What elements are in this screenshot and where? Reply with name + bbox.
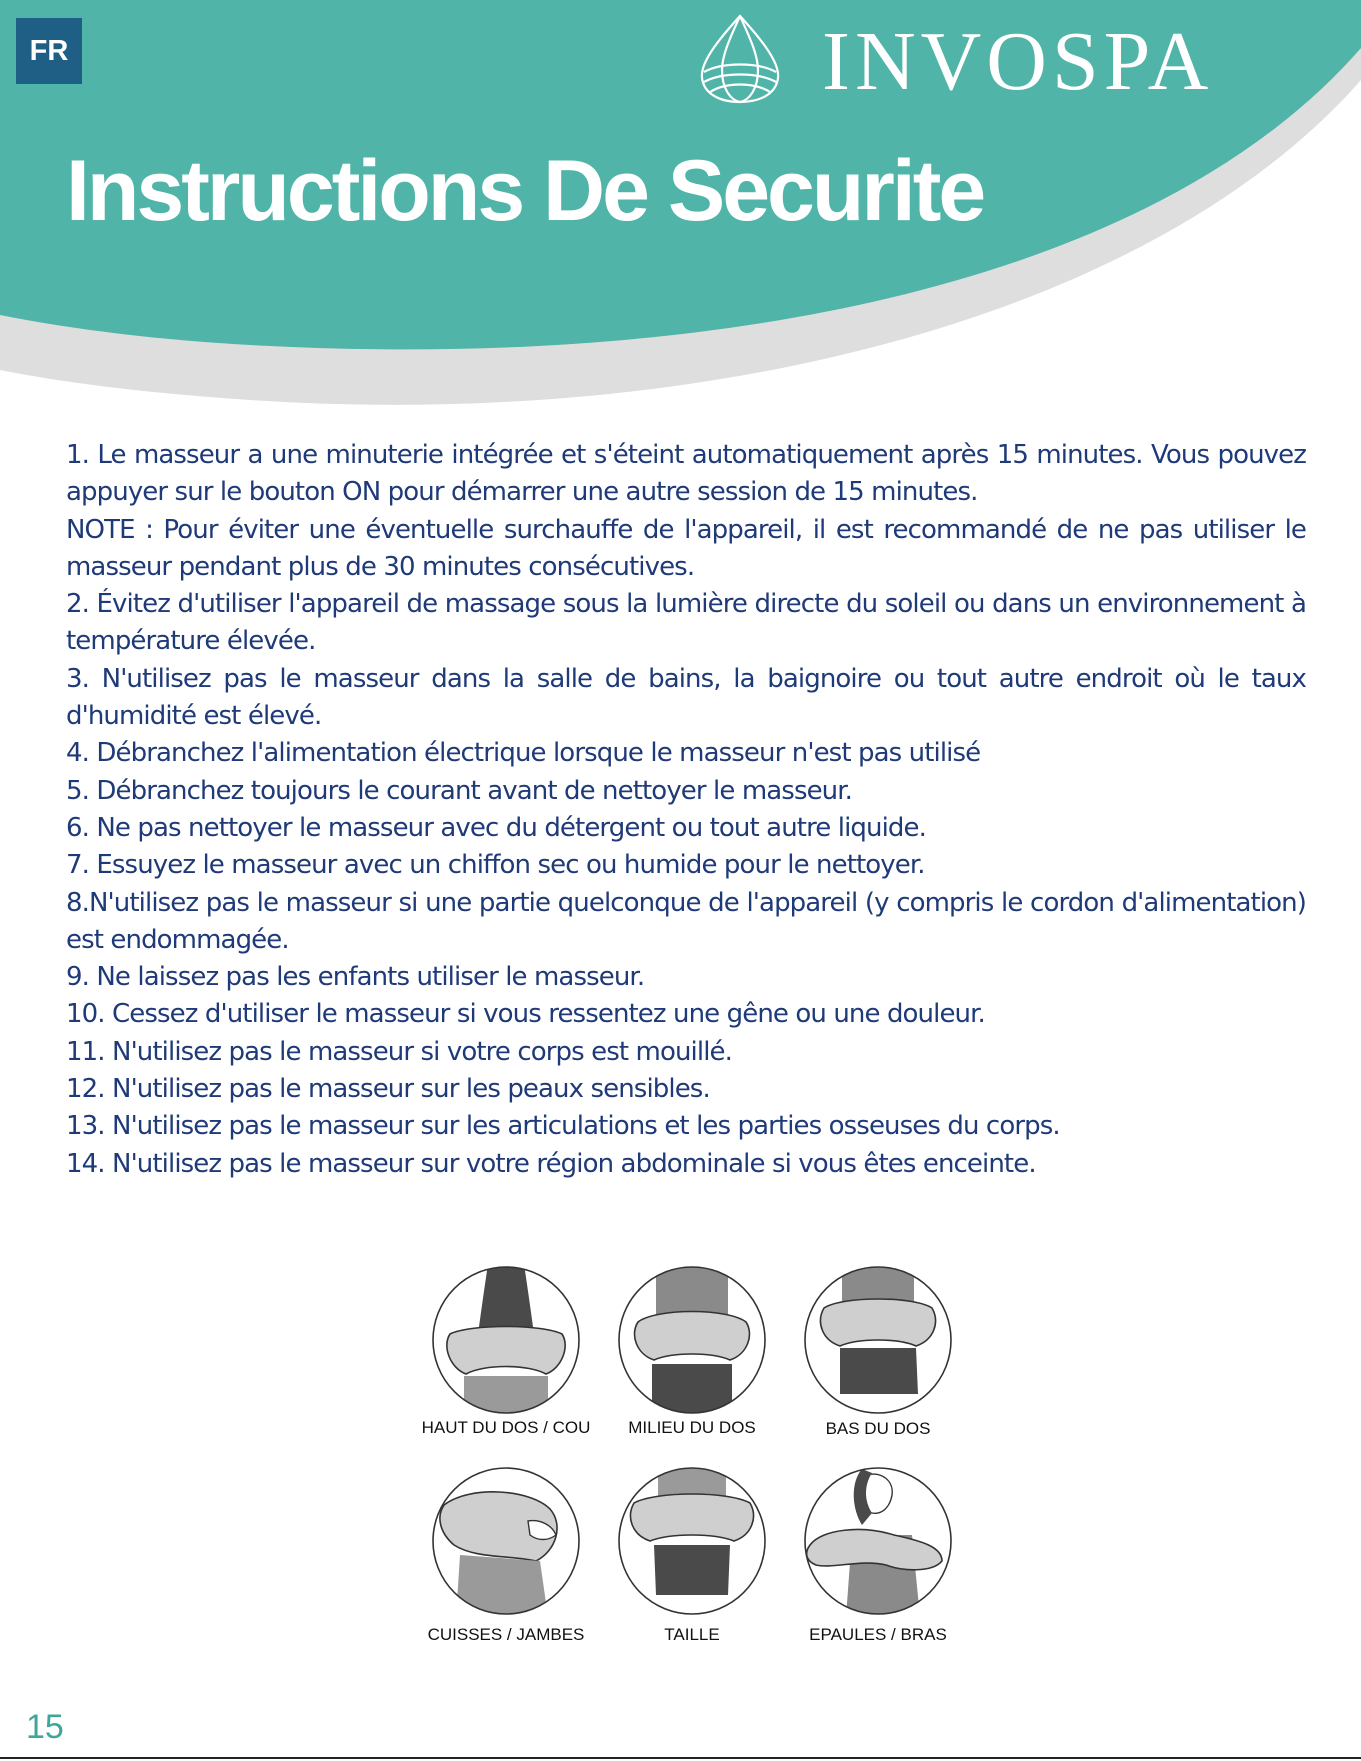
- instruction-item: 8.N'utilisez pas le masseur si une partie quelconque de l'appareil (y compris le cordon d'alimentation) est endommagée.: [66, 887, 1306, 955]
- safety-instructions: [66, 437, 1306, 1183]
- bottom-divider: [0, 1757, 1361, 1759]
- invospa-logo-icon: [692, 10, 788, 106]
- illustration-label: MILIEU DU DOS: [628, 1418, 756, 1437]
- illustration-label: EPAULES / BRAS: [809, 1625, 947, 1644]
- waist-illustration: [616, 1465, 768, 1617]
- illustration-label: BAS DU DOS: [825, 1419, 931, 1438]
- instruction-item: 6. Ne pas nettoyer le masseur avec du détergent ou tout autre liquide.: [66, 812, 926, 843]
- instruction-item: 1. Le masseur a une minuterie intégrée et s'éteint automatiquement après 15 minutes. Vous pouvez appuyer sur le bouton ON pour démarrer une autre session de 15 minutes.: [66, 440, 1306, 508]
- instruction-item: 7. Essuyez le masseur avec un chiffon sec ou humide pour le nettoyer.: [66, 850, 925, 881]
- instruction-item: 11. N'utilisez pas le masseur si votre corps est mouillé.: [66, 1036, 732, 1067]
- instruction-item: 5. Débranchez toujours le courant avant de nettoyer le masseur.: [66, 775, 853, 806]
- instruction-note: NOTE : Pour éviter une éventuelle surchauffe de l'appareil, il est recommandé de ne pas utiliser le masseur pendant plus de 30 minutes consécutives.: [66, 514, 1306, 582]
- illustration-label: TAILLE: [664, 1625, 720, 1644]
- illustration-label: CUISSES / JAMBES: [427, 1625, 585, 1644]
- language-badge: FR: [16, 18, 82, 84]
- instruction-item: 10. Cessez d'utiliser le masseur si vous ressentez une gêne ou une douleur.: [66, 999, 985, 1030]
- illustration-label: HAUT DU DOS / COU: [421, 1418, 591, 1437]
- instruction-item: 14. N'utilisez pas le masseur sur votre région abdominale si vous êtes enceinte.: [66, 1148, 1036, 1179]
- upper-back-neck-illustration: [430, 1264, 582, 1416]
- instruction-item: 3. N'utilisez pas le masseur dans la salle de bains, la baignoire ou tout autre endroit où le taux d'humidité est élevé.: [66, 663, 1306, 732]
- brand-name: INVOSPA: [822, 15, 1214, 108]
- mid-back-illustration: [616, 1264, 768, 1416]
- page-title: Instructions De Securite: [66, 143, 984, 239]
- page-number: 15: [26, 1708, 64, 1746]
- lower-back-illustration: [802, 1264, 954, 1416]
- instruction-item: 13. N'utilisez pas le masseur sur les articulations et les parties osseuses du corps.: [66, 1111, 1060, 1142]
- shoulders-arms-illustration: [802, 1465, 954, 1617]
- instruction-item: 9. Ne laissez pas les enfants utiliser le masseur.: [66, 962, 645, 993]
- instruction-item: 12. N'utilisez pas le masseur sur les peaux sensibles.: [66, 1074, 710, 1105]
- thighs-legs-illustration: [430, 1465, 582, 1617]
- instruction-item: 2. Évitez d'utiliser l'appareil de massage sous la lumière directe du soleil ou dans un environnement à température élevée.: [66, 589, 1306, 657]
- instruction-item: 4. Débranchez l'alimentation électrique lorsque le masseur n'est pas utilisé: [66, 738, 981, 769]
